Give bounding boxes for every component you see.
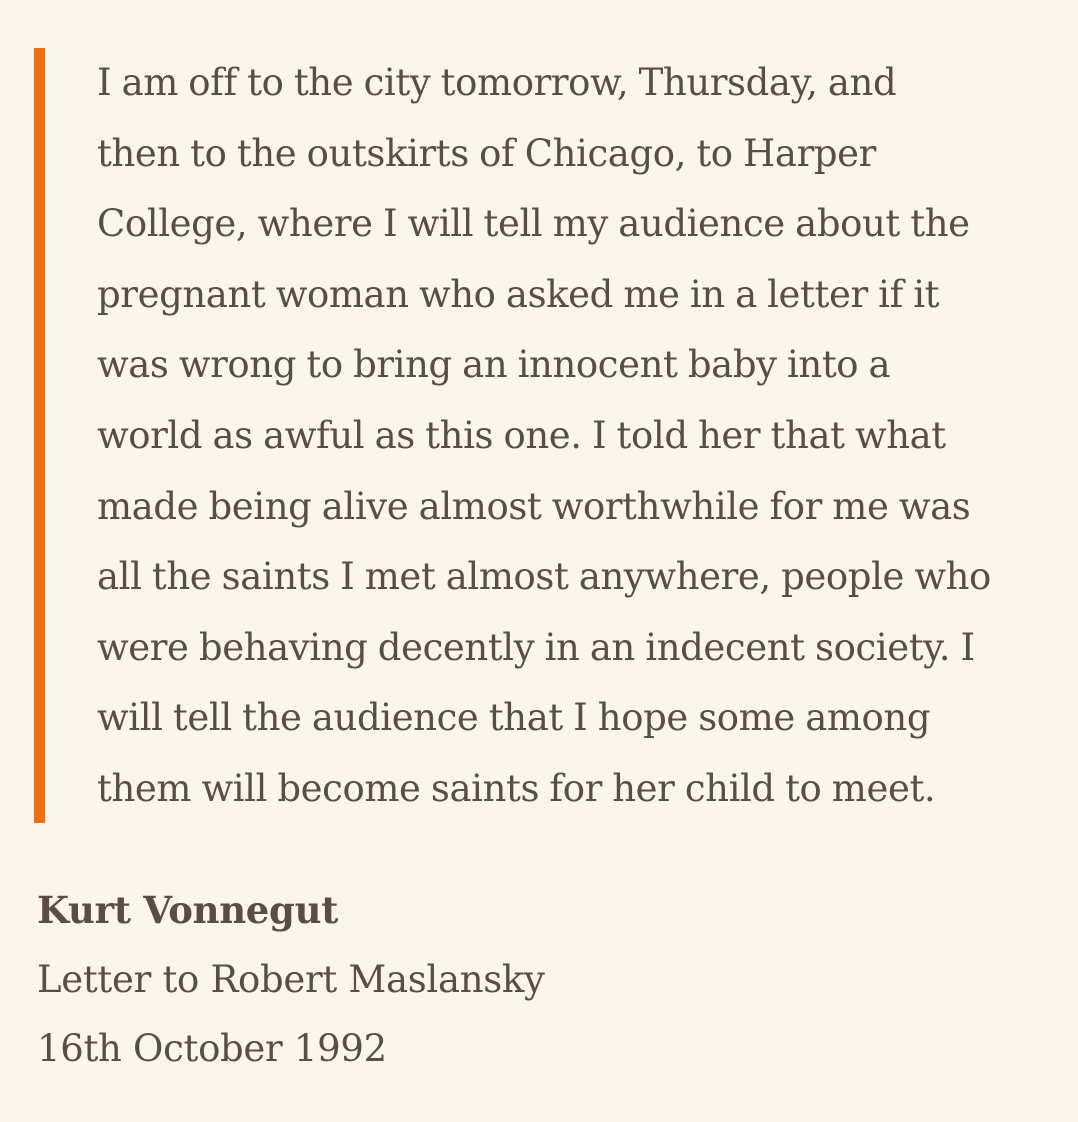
author-name: Kurt Vonnegut [37,888,339,932]
source-title: Letter to Robert Maslansky [37,958,545,1001]
quote-line: College, where I will tell my audience about the [97,202,970,246]
quote-line: them will become saints for her child to meet. [97,766,936,810]
quote-line: was wrong to bring an innocent baby into a [97,343,891,387]
quote-line: pregnant woman who asked me in a letter if it [97,272,940,316]
source-date: 16th October 1992 [37,1027,387,1070]
attribution [37,876,1037,1083]
quote-line: were behaving decently in an indecent society. I [97,625,975,669]
blockquote [34,48,1044,823]
quote-line: made being alive almost worthwhile for me was [97,484,971,528]
quote-line: world as awful as this one. I told her that what [97,413,946,457]
blockquote-accent-bar [34,48,45,823]
quote-line: then to the outskirts of Chicago, to Harper [97,131,876,175]
quote-line: I am off to the city tomorrow, Thursday, and [97,61,897,104]
quote-line: all the saints I met almost anywhere, people who [97,555,991,599]
quote-text [97,48,1057,825]
quote-line: will tell the audience that I hope some among [97,696,931,740]
